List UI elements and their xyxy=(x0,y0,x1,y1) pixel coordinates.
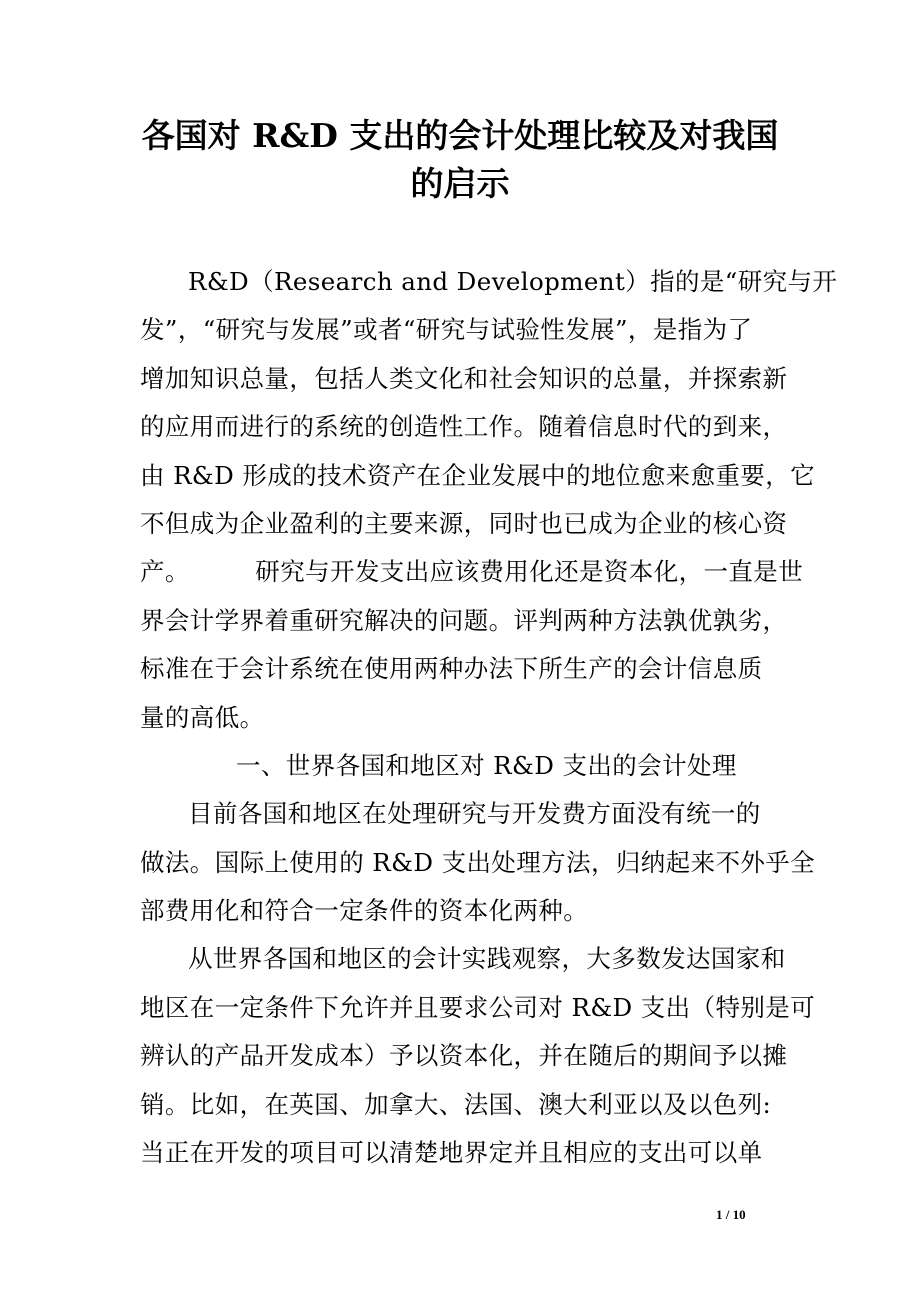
document-body xyxy=(140,258,838,1177)
body-line: 发”，“研究与发展”或者“研究与试验性发展”，是指为了 xyxy=(140,315,753,345)
body-line: 销。比如，在英国、加拿大、法国、澳大利亚以及以色列: xyxy=(140,1089,772,1119)
body-line: 增加知识总量，包括人类文化和社会知识的总量，并探索新 xyxy=(140,363,788,393)
body-line: 做法。国际上使用的 R&D 支出处理方法，归纳起来不外乎全 xyxy=(140,847,816,877)
document-title xyxy=(120,112,800,208)
body-line: 辨认的产品开发成本）予以资本化，并在随后的期间予以摊 xyxy=(140,1041,788,1071)
body-line: 量的高低。 xyxy=(140,702,265,732)
body-line: 界会计学界着重研究解决的问题。评判两种方法孰优孰劣， xyxy=(140,605,788,635)
body-line: 产。 研究与开发支出应该费用化还是资本化，一直是世 xyxy=(140,557,804,587)
body-line: 由 R&D 形成的技术资产在企业发展中的地位愈来愈重要，它 xyxy=(140,460,816,490)
body-line: R&D（Research and Development）指的是“研究与开 xyxy=(188,267,838,296)
title-line-2: 的启示 xyxy=(410,164,510,203)
page-number: 1 / 10 xyxy=(716,1207,746,1222)
section-heading: 一、世界各国和地区对 R&D 支出的会计处理 xyxy=(236,750,737,780)
body-line: 标准在于会计系统在使用两种办法下所生产的会计信息质 xyxy=(140,654,763,684)
body-line: 从世界各国和地区的会计实践观察，大多数发达国家和 xyxy=(188,944,786,974)
body-line: 当正在开发的项目可以清楚地界定并且相应的支出可以单 xyxy=(140,1138,763,1168)
body-line: 目前各国和地区在处理研究与开发费方面没有统一的 xyxy=(188,799,761,829)
title-line-1: 各国对 R&D 支出的会计处理比较及对我国 xyxy=(141,116,779,155)
body-line: 部费用化和符合一定条件的资本化两种。 xyxy=(140,896,589,926)
body-line: 不但成为企业盈利的主要来源，同时也已成为企业的核心资 xyxy=(140,508,788,538)
body-line: 的应用而进行的系统的创造性工作。随着信息时代的到来， xyxy=(140,412,788,442)
body-line: 地区在一定条件下允许并且要求公司对 R&D 支出（特别是可 xyxy=(140,992,816,1022)
